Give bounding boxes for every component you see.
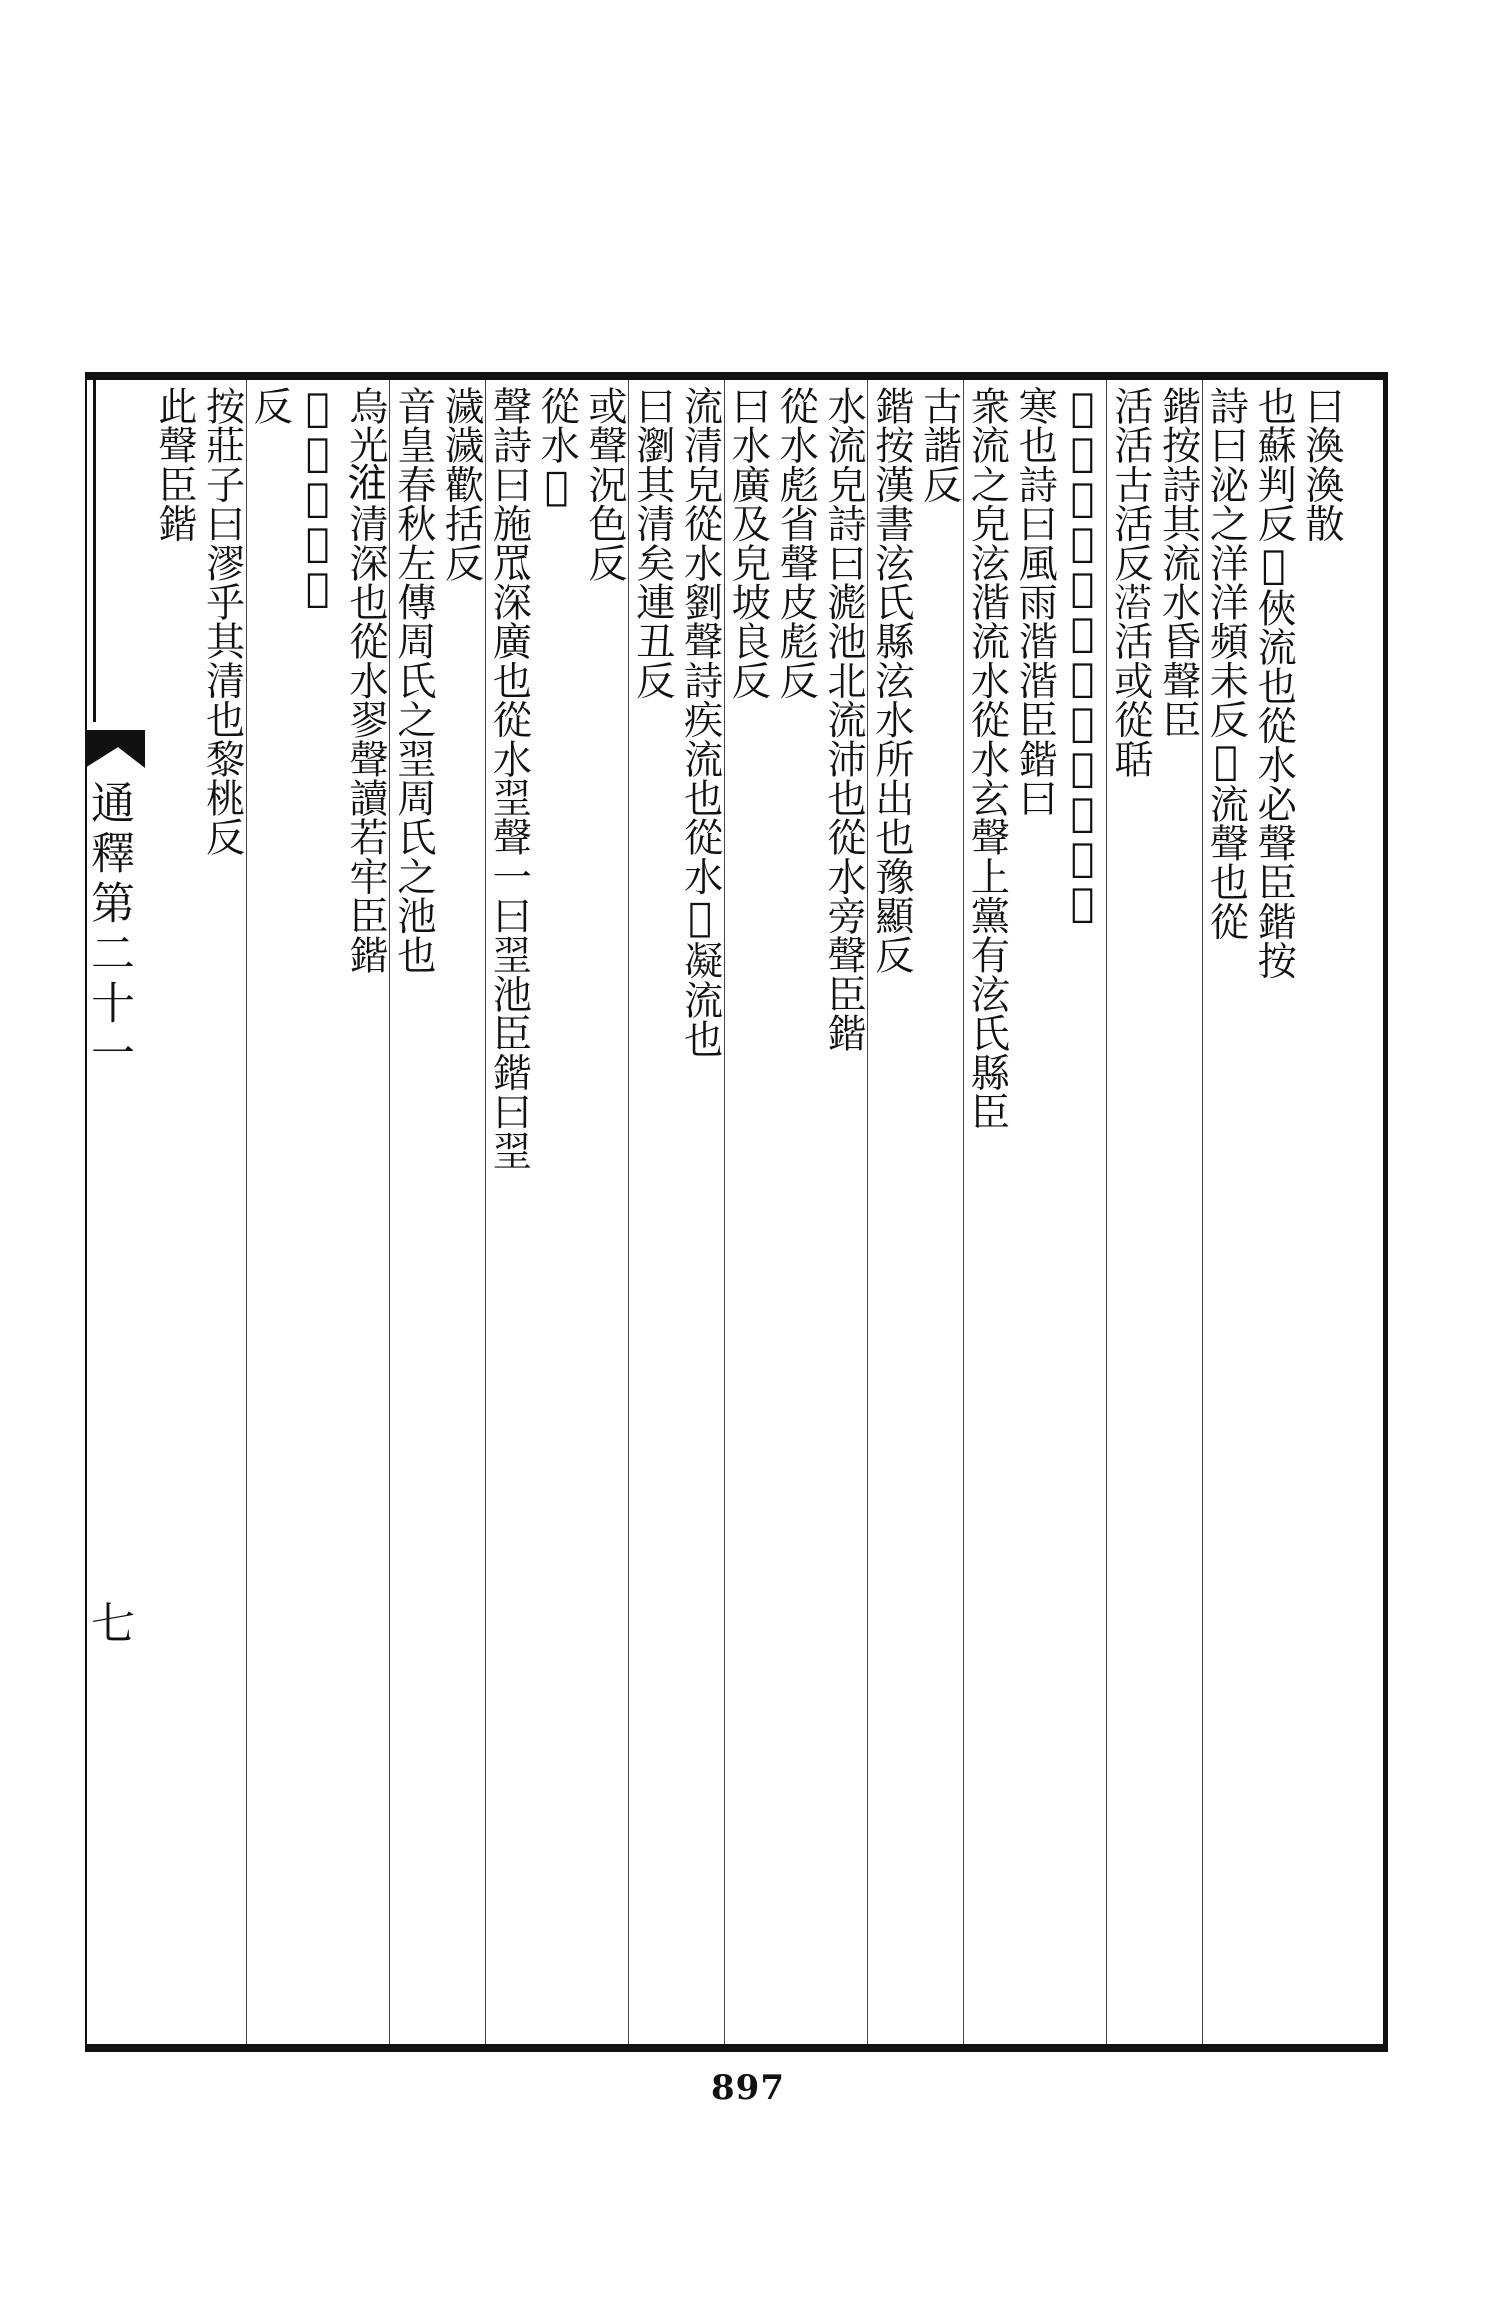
text-column: 𣳙水流湝湝從水皆聲一曰湝 bbox=[1059, 386, 1105, 926]
margin-leaf-number: 七 bbox=[83, 1600, 134, 1644]
text-column: 流清皃從水劉聲詩疾流也從水𣽎凝流也 bbox=[677, 386, 723, 1059]
text-column: 從水𣻎 bbox=[534, 386, 580, 510]
text-column: 此聲臣鍇 bbox=[151, 386, 197, 543]
margin-rule bbox=[85, 372, 96, 722]
text-column: 烏光𣶂清深也從水翏聲讀若牢臣鍇 bbox=[342, 386, 388, 974]
text-column: 曰水廣及皃坡良反 bbox=[725, 386, 771, 700]
text-column: 衆流之皃泫湝流水從水玄聲上黨有泫氏縣臣 bbox=[964, 386, 1010, 1131]
text-column: 或聲況色反 bbox=[581, 386, 627, 582]
text-column: 鍇按詩其流水昏聲臣 bbox=[1155, 386, 1201, 739]
text-column: 也蘇判反𣲖俠流也從水必聲臣鍇按 bbox=[1251, 386, 1297, 980]
margin-title: 通釋第二十一 bbox=[83, 780, 134, 1080]
text-column: 詩曰泌之洋洋頻未反𣸩流聲也從 bbox=[1203, 386, 1249, 941]
text-column: 寒也詩曰風雨湝湝臣鍇曰 bbox=[1012, 386, 1058, 818]
text-column: 曰渙渙散 bbox=[1298, 386, 1344, 543]
text-column: 曰瀏其清矣連丑反 bbox=[629, 386, 675, 700]
text-column: 古諧反 bbox=[916, 386, 962, 504]
text-column: 聲詩曰施罛深廣也從水䍿聲一曰䍿池臣鍇曰䍿 bbox=[486, 386, 532, 1170]
text-column: 鍇按漢書泫氏縣泫水所出也豫顯反 bbox=[868, 386, 914, 974]
text-column: 按莊子曰漻乎其清也黎桃反 bbox=[199, 386, 245, 857]
text-column: 𣲥清也從水 bbox=[295, 386, 341, 611]
text-column: 反 bbox=[247, 386, 293, 426]
text-column: 活活古活反𣹓活或從聒 bbox=[1107, 386, 1153, 778]
text-column: 水流皃詩曰滮池北流沛也從水旁聲臣鍇 bbox=[820, 386, 866, 1053]
text-column: 濊濊歡括反 bbox=[438, 386, 484, 582]
text-column: 從水彪省聲皮彪反 bbox=[773, 386, 819, 700]
text-column: 音皇春秋左傳周氏之䍿周氏之池也 bbox=[390, 386, 436, 974]
page-number: 897 bbox=[711, 2068, 785, 2108]
